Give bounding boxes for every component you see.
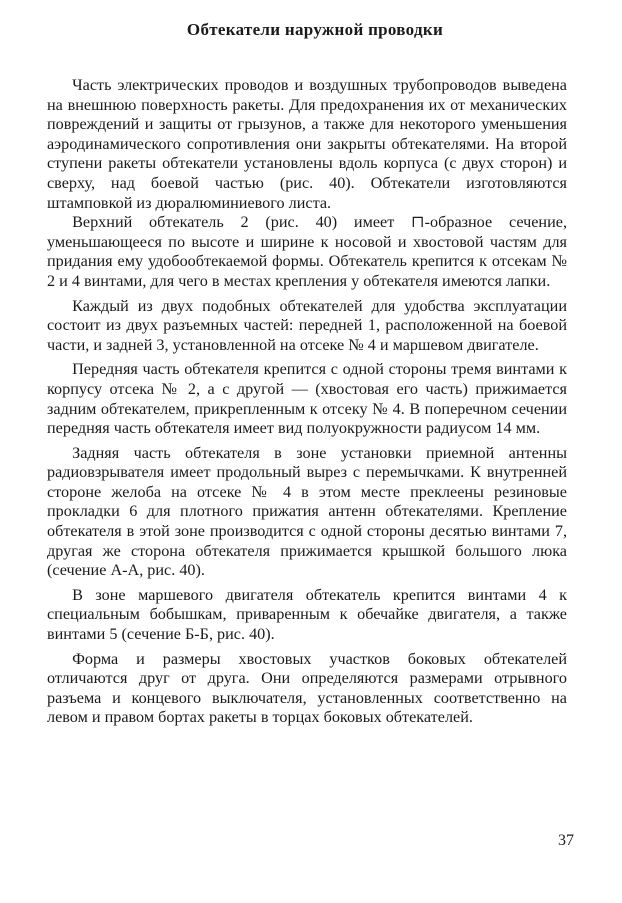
- paragraph-engine-zone: В зоне маршевого двигателя обтекатель крепится винтами 4 к специальным бобышкам, приваренным к обечайке двигателя, а также винтами 5 (сечение Б-Б, рис. 40).: [47, 585, 567, 644]
- document-page: [47, 20, 567, 733]
- paragraph-upper-fairing: Верхний обтекатель 2 (рис. 40) имеет ⊓-образное сечение, уменьшающееся по высоте и ширине к носовой и хвостовой частям для придания ему удобообтекаемой формы. Обтекатель крепится к отсекам № 2 и 4 винтами, для чего в местах крепления у обтекателя имеются лапки.: [47, 213, 567, 290]
- paragraph-front-part: Передняя часть обтекателя крепится с одной стороны тремя винтами к корпусу отсека № 2, а с другой — (хвостовая его часть) прижимается задним обтекателем, прикрепленным к отсеку № 4. В поперечном сечении передняя часть обтекателя имеет вид полуокружности радиусом 14 мм.: [47, 360, 567, 438]
- paragraph-fairings-intro: Часть электрических проводов и воздушных трубопроводов выведена на внешнюю поверхность ракеты. Для предохранения их от механических повреждений и защиты от грызунов, а также для некоторого уменьшения аэродинамического сопротивления они закрыты обтекателями. На второй ступени ракеты обтекатели установлены вдоль корпуса (с двух сторон) и сверху, над боевой частью (рис. 40). Обтекатели изготовляются штамповкой из дюралюминиевого листа.: [47, 76, 567, 212]
- page-title: Обтекатели наружной проводки: [186, 20, 444, 39]
- paragraph-rear-part: Задняя часть обтекателя в зоне установки приемной антенны радиовзрывателя имеет продольный вырез с перемычками. К внутренней стороне желоба на отсеке № 4 в этом месте преклеены резиновые прокладки 6 для плотного прижатия антенн обтекателями. Крепление обтекателя в этой зоне производится с одной стороны десятью винтами 7, другая же сторона обтекателя прижимается крышкой большого люка (сечение А-А, рис. 40).: [47, 443, 567, 580]
- paragraph-fairing-parts: Каждый из двух подобных обтекателей для удобства эксплуатации состоит из двух разъемных частей: передней 1, расположенной на боевой части, и задней 3, установленной на отсеке № 4 и маршевом двигателе.: [47, 296, 567, 354]
- page-number: 37: [558, 832, 574, 849]
- paragraph-tail-sections: Форма и размеры хвостовых участков боковых обтекателей отличаются друг от друга. Они определяются размерами отрывного разъема и концевого выключателя, установленных соответственно на левом и правом бортах ракеты в торцах боковых обтекателей.: [47, 649, 567, 727]
